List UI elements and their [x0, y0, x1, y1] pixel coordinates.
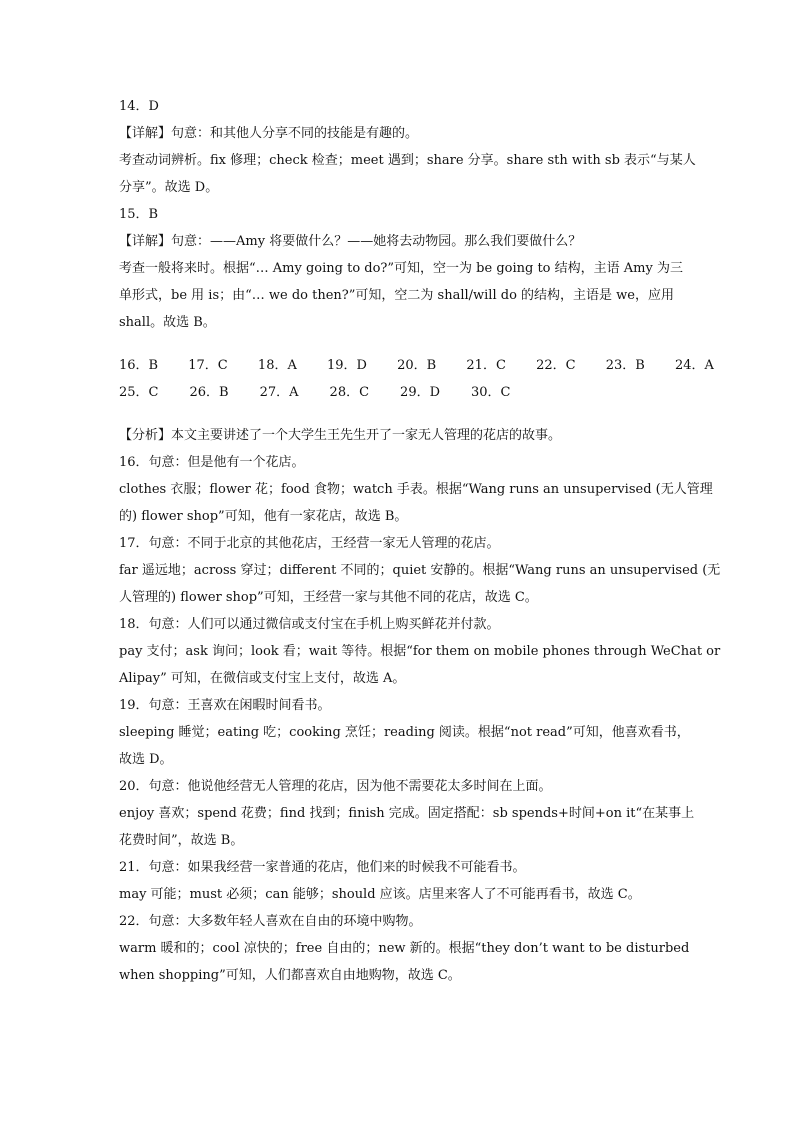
spacer — [119, 336, 714, 352]
text-line: 考查一般将来时。根据“… Amy going to do?”可知，空一为 be going to 结构，主语 Amy 为三 — [119, 261, 683, 276]
answer-item: 28．C — [329, 385, 370, 400]
text-line: 20．句意：他说他经营无人管理的花店，因为他不需要花太多时间在上面。 — [119, 779, 552, 794]
answer-key — [119, 352, 714, 406]
text-line: 分享”。故选 D。 — [119, 180, 219, 195]
text-line: 22．句意：大多数年轻人喜欢在自由的环境中购物。 — [119, 914, 422, 929]
answer-item: 27．A — [259, 385, 299, 400]
text-line: shall。故选 B。 — [119, 315, 216, 330]
text-line: when shopping”可知，人们都喜欢自由地购物，故选 C。 — [119, 968, 461, 983]
answer-item: 25．C — [119, 385, 159, 400]
spacer — [119, 406, 714, 422]
text-line: 花费时间”，故选 B。 — [119, 833, 244, 848]
text-line: 21．句意：如果我经营一家普通的花店，他们来的时候我不可能看书。 — [119, 860, 526, 875]
answer-item: 24．A — [674, 358, 714, 373]
text-line: 考查动词辨析。fix 修理；check 检查；meet 遇到；share 分享。share sth with sb 表示“与某人 — [119, 153, 696, 168]
answer-item: 20．B — [397, 358, 437, 373]
text-line: 19．句意：王喜欢在闲暇时间看书。 — [119, 698, 331, 713]
text-line: 15．B — [119, 207, 159, 222]
text-line: 【详解】句意：——Amy 将要做什么？——她将去动物园。那么我们要做什么？ — [119, 234, 582, 249]
text-line: warm 暖和的；cool 凉快的；free 自由的；new 新的。根据“they don’t want to be disturbed — [119, 941, 690, 956]
text-line: Alipay” 可知，在微信或支付宝上支付，故选 A。 — [119, 671, 406, 686]
answer-item: 18．A — [257, 358, 297, 373]
text-line: 【详解】句意：和其他人分享不同的技能是有趣的。 — [119, 126, 419, 141]
text-line: 18．句意：人们可以通过微信或支付宝在手机上购买鲜花并付款。 — [119, 617, 500, 632]
answer-item: 21．C — [466, 358, 506, 373]
text-line: 的) flower shop”可知，他有一家花店，故选 B。 — [119, 509, 408, 524]
q14-15-section — [119, 93, 714, 336]
text-line: pay 支付；ask 询问；look 看；wait 等待。根据“for them on mobile phones through WeChat or — [119, 644, 721, 659]
text-line: clothes 衣服；flower 花；food 食物；watch 手表。根据“Wang runs an unsupervised (无人管理 — [119, 482, 713, 497]
answer-item: 17．C — [188, 358, 228, 373]
text-line: 14．D — [119, 99, 159, 114]
text-line: 【分析】本文主要讲述了一个大学生王先生开了一家无人管理的花店的故事。 — [119, 428, 562, 443]
answer-row — [119, 352, 714, 379]
text-line: 16．句意：但是他有一个花店。 — [119, 455, 305, 470]
text-line: 单形式，be 用 is；由“… we do then?”可知，空二为 shall/will do 的结构，主语是 we，应用 — [119, 288, 674, 303]
text-line: 17．句意：不同于北京的其他花店，王经营一家无人管理的花店。 — [119, 536, 500, 551]
answer-item: 29．D — [400, 385, 441, 400]
answer-item: 23．B — [605, 358, 645, 373]
analysis-section — [119, 422, 721, 989]
answer-row — [119, 379, 714, 406]
answer-item: 16．B — [119, 358, 159, 373]
answer-item: 19．D — [327, 358, 367, 373]
answer-item: 22．C — [536, 358, 576, 373]
text-line: sleeping 睡觉；eating 吃；cooking 烹饪；reading 阅读。根据“not read”可知，他喜欢看书， — [119, 725, 690, 740]
text-line: enjoy 喜欢；spend 花费；find 找到；finish 完成。固定搭配：sb spends+时间+on it“在某事上 — [119, 806, 695, 821]
text-line: may 可能；must 必须；can 能够；should 应该。店里来客人了不可能再看书，故选 C。 — [119, 887, 641, 902]
text-line: far 遥远地；across 穿过；different 不同的；quiet 安静的。根据“Wang runs an unsupervised (无 — [119, 563, 721, 578]
answer-item: 30．C — [471, 385, 511, 400]
text-line: 人管理的) flower shop”可知，王经营一家与其他不同的花店，故选 C。 — [119, 590, 538, 605]
text-line: 故选 D。 — [119, 752, 173, 767]
answer-item: 26．B — [189, 385, 229, 400]
